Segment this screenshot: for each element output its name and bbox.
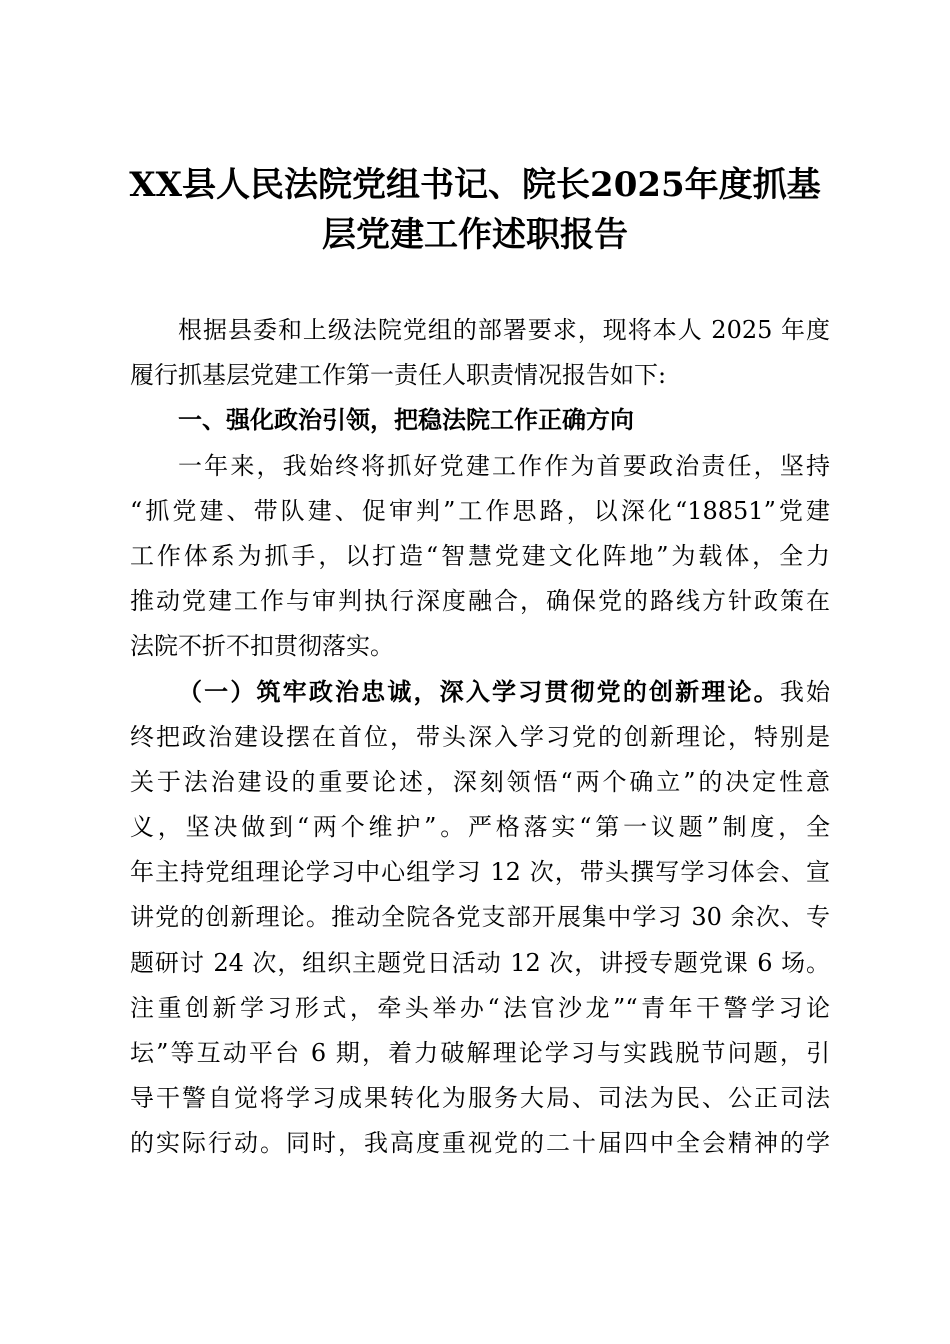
paragraph-line: 年主持党组理论学习中心组学习 12 次，带头撰写学习体会、宣 <box>130 858 830 887</box>
paragraph-line: 注重创新学习形式，牵头举办“法官沙龙”“青年干警学习论 <box>130 993 830 1022</box>
paragraph-line: 题研讨 24 次，组织主题党日活动 12 次，讲授专题党课 6 场。 <box>130 948 830 977</box>
paragraph-text: 我始 <box>779 677 830 706</box>
paragraph-line <box>130 670 830 715</box>
paragraph-line: 关于法治建设的重要论述，深刻领悟“两个确立”的决定性意 <box>130 767 830 796</box>
paragraph-line: 工作体系为抓手，以打造“智慧党建文化阵地”为载体，全力 <box>130 541 830 570</box>
paragraph-line: 义，坚决做到“两个维护”。严格落实“第一议题”制度，全 <box>130 813 830 842</box>
section-heading: 一、强化政治引领，把稳法院工作正确方向 <box>178 406 634 435</box>
paragraph-line: 一年来，我始终将抓好党建工作作为首要政治责任，坚持 <box>178 451 830 480</box>
paragraph-line: “抓党建、带队建、促审判”工作思路，以深化“18851”党建 <box>130 496 830 525</box>
paragraph-line: 坛”等互动平台 6 期，着力破解理论学习与实践脱节问题，引 <box>130 1039 830 1067</box>
title-line-1: XX县人民法院党组书记、院长2025年度抓基 <box>129 165 821 205</box>
document-body <box>130 308 830 1167</box>
paragraph-line: 法院不折不扣贯彻落实。 <box>130 632 394 661</box>
title-line-2: 层党建工作述职报告 <box>322 215 628 255</box>
paragraph-line: 推动党建工作与审判执行深度融合，确保党的路线方针政策在 <box>130 587 830 616</box>
subsection-heading: （一）筑牢政治忠诚，深入学习贯彻党的创新理论。 <box>178 677 780 706</box>
paragraph-line: 讲党的创新理论。推动全院各党支部开展集中学习 30 余次、专 <box>130 903 830 932</box>
paragraph-line: 终把政治建设摆在首位，带头深入学习党的创新理论，特别是 <box>130 722 830 751</box>
paragraph-line: 的实际行动。同时，我高度重视党的二十届四中全会精神的学 <box>130 1129 830 1158</box>
paragraph-line: 根据县委和上级法院党组的部署要求，现将本人 2025 年度 <box>178 316 830 344</box>
paragraph-line: 导干警自觉将学习成果转化为服务大局、司法为民、公正司法 <box>130 1084 830 1113</box>
paragraph-line: 履行抓基层党建工作第一责任人职责情况报告如下: <box>130 361 667 390</box>
document-title <box>110 160 840 260</box>
